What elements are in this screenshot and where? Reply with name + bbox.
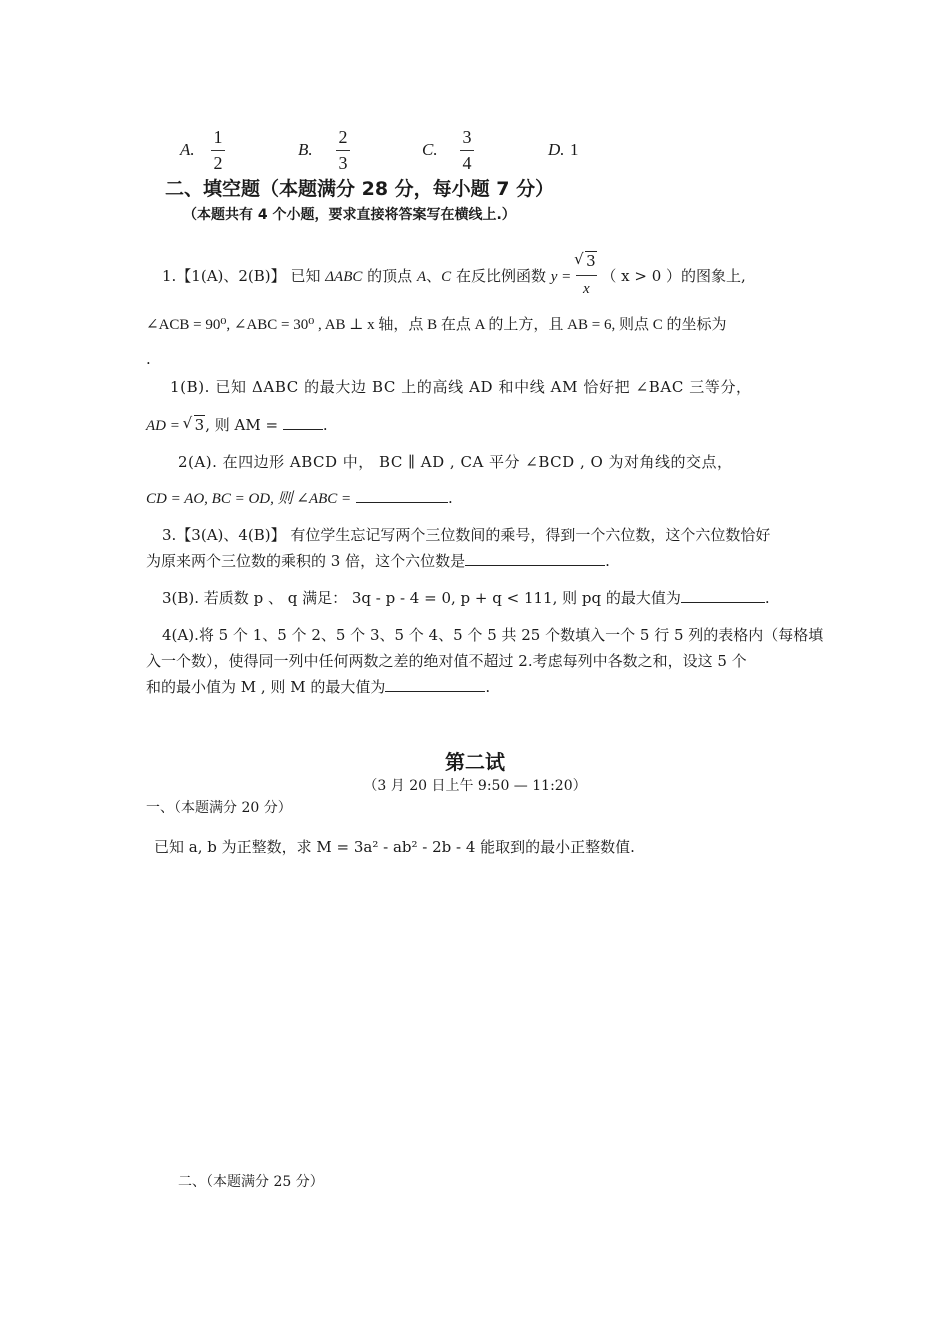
q1b-sqrt (185, 414, 206, 436)
q4a-text: 和的最小值为 M , 则 M 的最大值为 (146, 678, 386, 696)
q1b-line1: 1(B). 已知 ΔABC 的最大边 BC 上的高线 AD 和中线 AM 恰好把 ∠BAC 三等分， (170, 378, 752, 396)
q3-text: 为原来两个三位数的乘积的 3 倍，这个六位数是 (146, 552, 466, 570)
q3b-end: . (764, 589, 770, 607)
part2-time: （3 月 20 日上午 9:50 — 11:20） (363, 778, 587, 794)
q3-line1: 3.【3(A)、4(B)】 有位学生忘记写两个三位数间的乘号，得到一个六位数，这个六位数恰好 (162, 526, 771, 544)
q1-line3: . (146, 350, 151, 368)
q4a-line1: 4(A).将 5 个 1、5 个 2、5 个 3、5 个 4、5 个 5 共 25 个数填入一个 5 行 5 列的表格内（每格填 (162, 626, 824, 644)
q3-line2 (146, 550, 610, 572)
choice-c-numerator: 3 (462, 127, 472, 147)
q1-point-a: A (416, 269, 427, 285)
choice-b-letter: B. (298, 140, 313, 159)
choice-a-denominator: 2 (213, 153, 223, 173)
q4a-end: . (485, 678, 491, 696)
choice-a-letter: A. (180, 140, 195, 159)
q2a-text: CD = AO, BC = OD, 则 ∠ABC = (146, 491, 352, 507)
choice-c-fraction (460, 126, 474, 174)
section-note: （本题共有 4 个小题，要求直接将答案写在横线上.） (183, 207, 516, 223)
q4a-line2: 入一个数），使得同一列中任何两数之差的绝对值不超过 2.考虑每列中各数之和，设这 5 个 (146, 652, 747, 670)
section-heading: 二、填空题（本题满分 28 分，每小题 7 分） (165, 178, 555, 200)
q1-condition: （ x > 0 ）的图象上, (601, 267, 746, 285)
choice-c-letter: C. (422, 140, 438, 159)
q1-line2: ∠ACB = 90⁰, ∠ABC = 30⁰ , AB ⊥ x 轴，点 B 在点 A 的上方，且 AB = 6, 则点 C 的坐标为 (146, 317, 727, 333)
q1b-ad: AD = (146, 418, 180, 434)
q1b-line2 (146, 414, 328, 437)
q3b-answer-blank[interactable] (681, 588, 765, 603)
part2-title: 第二试 (445, 750, 505, 774)
q1-sqrt (576, 250, 597, 272)
q1b-answer-blank[interactable] (283, 415, 323, 430)
q1-radicand: 3 (586, 252, 596, 270)
q2a-line1: 2(A). 在四边形 ABCD 中， BC ∥ AD , CA 平分 ∠BCD , O 为对角线的交点， (178, 453, 733, 471)
q1-y-eq: y = (550, 269, 572, 285)
q3-answer-blank[interactable] (465, 551, 605, 566)
q1-text-b: 的顶点 (367, 267, 413, 285)
q1-denominator: x (583, 281, 590, 297)
q4a-answer-blank[interactable] (385, 677, 485, 692)
q1b-am: , 则 AM = (205, 416, 279, 434)
q2a-end: . (447, 489, 453, 507)
q1-triangle: ΔABC (325, 269, 363, 285)
choice-a-numerator: 1 (213, 127, 223, 147)
q2a-answer-blank[interactable] (356, 488, 448, 503)
q1b-end: . (322, 416, 328, 434)
choice-d-value: 1 (570, 140, 579, 159)
choice-b-denominator: 3 (338, 153, 348, 173)
q3-end: . (605, 552, 610, 570)
problem1-heading: 一、（本题满分 20 分） (146, 800, 292, 816)
problem1-text: 已知 a, b 为正整数，求 M = 3a² - ab² - 2b - 4 能取到的最小正整数值. (154, 838, 635, 856)
q1-text-a: 已知 (290, 267, 321, 285)
q1-tag: 1.【1(A)、2(B)】 (162, 267, 286, 285)
q1-fraction (576, 250, 597, 300)
q1-line1 (162, 252, 746, 302)
q1b-radicand: 3 (194, 416, 205, 434)
q3b-line1 (162, 587, 770, 609)
q1-sep: 、 (426, 267, 442, 285)
q1-point-c: C (441, 269, 452, 285)
q2a-line2 (146, 487, 453, 510)
choice-b-fraction (336, 126, 350, 174)
problem2-heading: 二、（本题满分 25 分） (178, 1174, 324, 1190)
choice-a-fraction (211, 126, 225, 174)
choice-b-numerator: 2 (338, 127, 348, 147)
q4a-line3 (146, 676, 490, 698)
choice-c-denominator: 4 (462, 153, 472, 173)
q3b-text: 3(B). 若质数 p 、 q 满足： 3q - p - 4 = 0, p + q < 111, 则 pq 的最大值为 (162, 589, 681, 607)
q1-text-c: 在反比例函数 (455, 267, 546, 285)
choice-d-letter: D. (548, 140, 565, 159)
